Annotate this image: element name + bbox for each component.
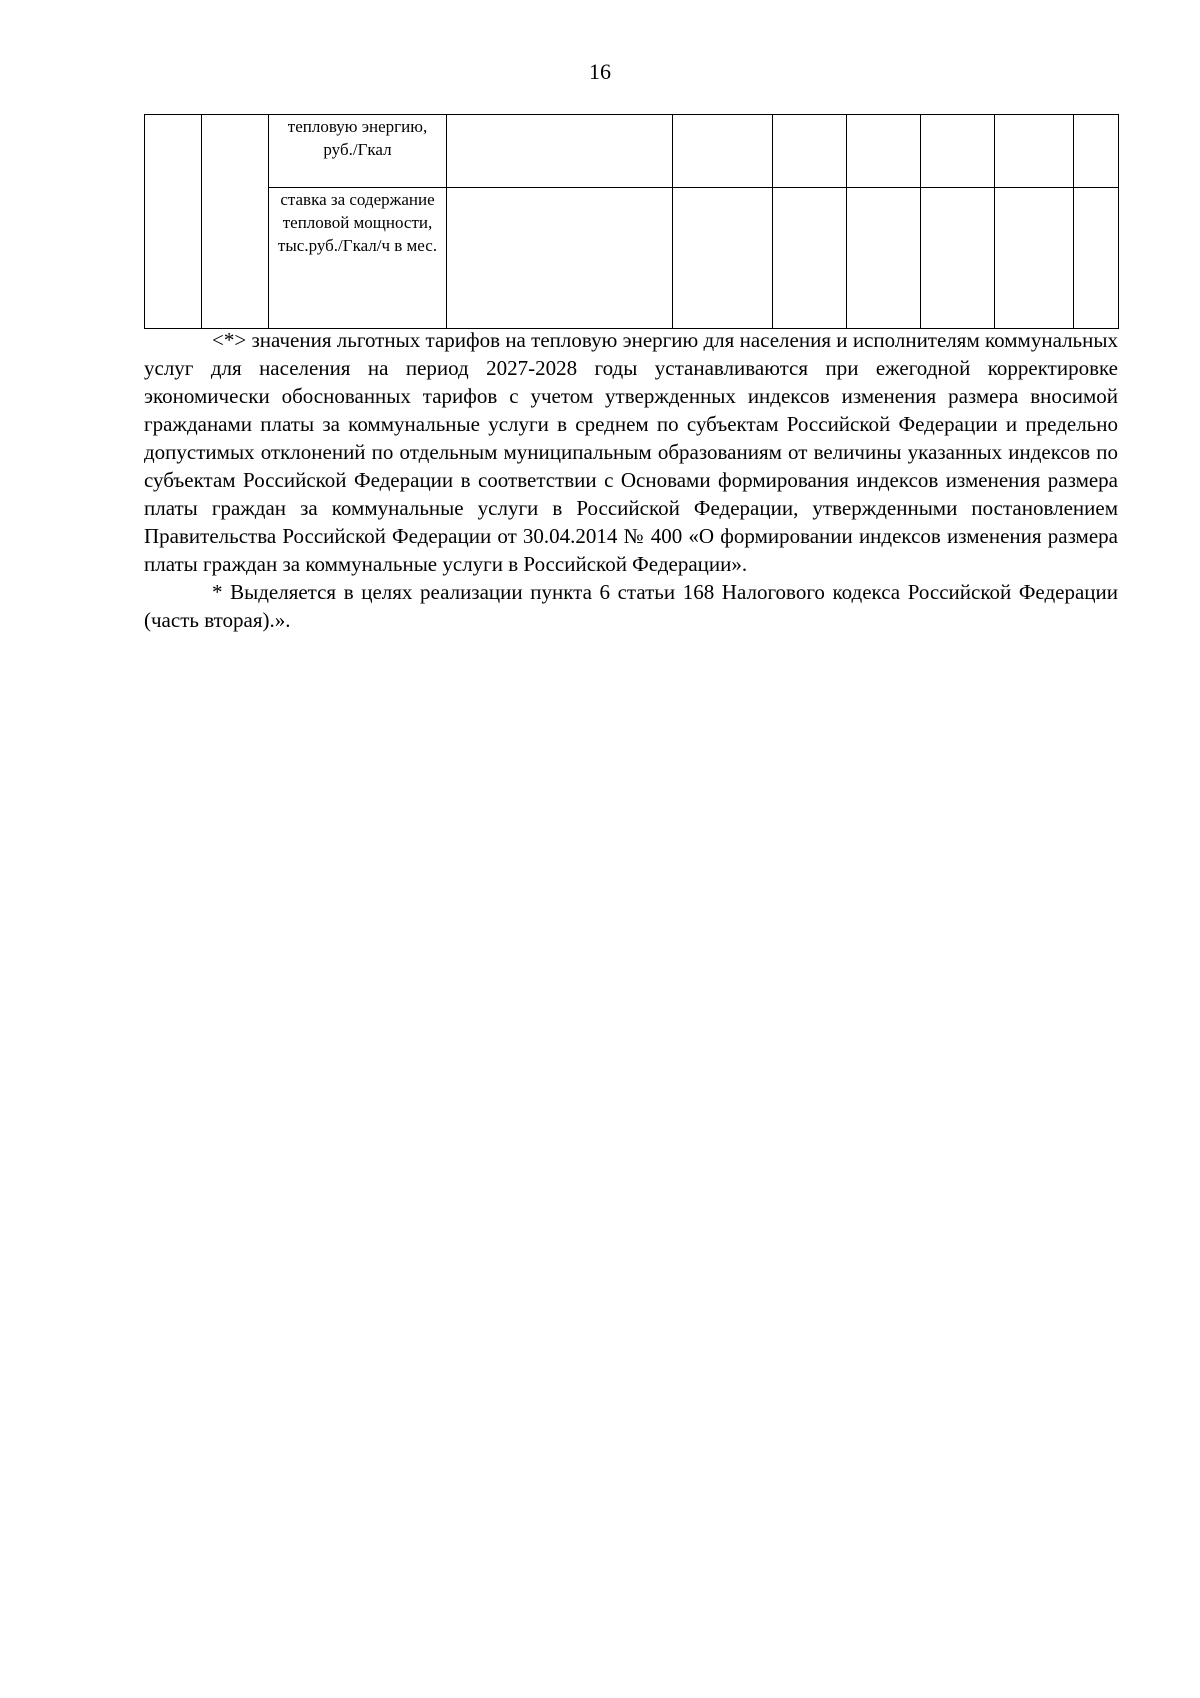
- footnote-tax-code: * Выделяется в целях реализации пункта 6 статьи 168 Налогового кодекса Российской Федерации (часть вторая).».: [144, 580, 1118, 632]
- footnote-privileged-tariffs: <*> значения льготных тарифов на тепловую энергию для населения и исполнителям коммунальных услуг для населения на период 2027-2028 годы устанавливаются при ежегодной корректировке экономически обоснованных тарифов с учетом утвержденных индексов изменения размера вносимой гражданами платы за коммунальные услуги в среднем по субъектам Российской Федерации и предельно допустимых отклонений по отдельным муниципальным образованиям от величины указанных индексов по субъектам Российской Федерации в соответствии с Основами формирования индексов изменения размера платы граждан за коммунальные услуги в Российской Федерации, утвержденными постановлением Правительства Российской Федерации от 30.04.2014 № 400 «О формировании индексов изменения размера платы граждан за коммунальные услуги в Российской Федерации».: [144, 328, 1118, 576]
- table-cell-label: ставка за содержание тепловой мощности, тыс.руб./Гкал/ч в мес.: [269, 188, 447, 329]
- table-cell-empty: [447, 188, 673, 329]
- table-cell-empty: [995, 115, 1074, 188]
- page-number: 16: [589, 59, 611, 84]
- table-cell-empty: [773, 115, 847, 188]
- table-cell-label: тепловую энергию, руб./Гкал: [269, 115, 447, 188]
- table-row: [145, 188, 1119, 329]
- table-row: [145, 115, 1119, 188]
- table-cell-empty: [847, 115, 921, 188]
- tariff-table: [144, 114, 1119, 329]
- table-cell-empty: [447, 115, 673, 188]
- table-cell-empty: [145, 115, 202, 329]
- table-cell-empty: [673, 115, 773, 188]
- table-cell-empty: [202, 115, 269, 329]
- table-cell-empty: [773, 188, 847, 329]
- table-cell-empty: [921, 188, 995, 329]
- table-cell-empty: [1074, 188, 1119, 329]
- table-cell-empty: [921, 115, 995, 188]
- table-cell-empty: [995, 188, 1074, 329]
- table-cell-empty: [1074, 115, 1119, 188]
- footnotes: [144, 326, 1118, 634]
- table-cell-empty: [673, 188, 773, 329]
- table-cell-empty: [847, 188, 921, 329]
